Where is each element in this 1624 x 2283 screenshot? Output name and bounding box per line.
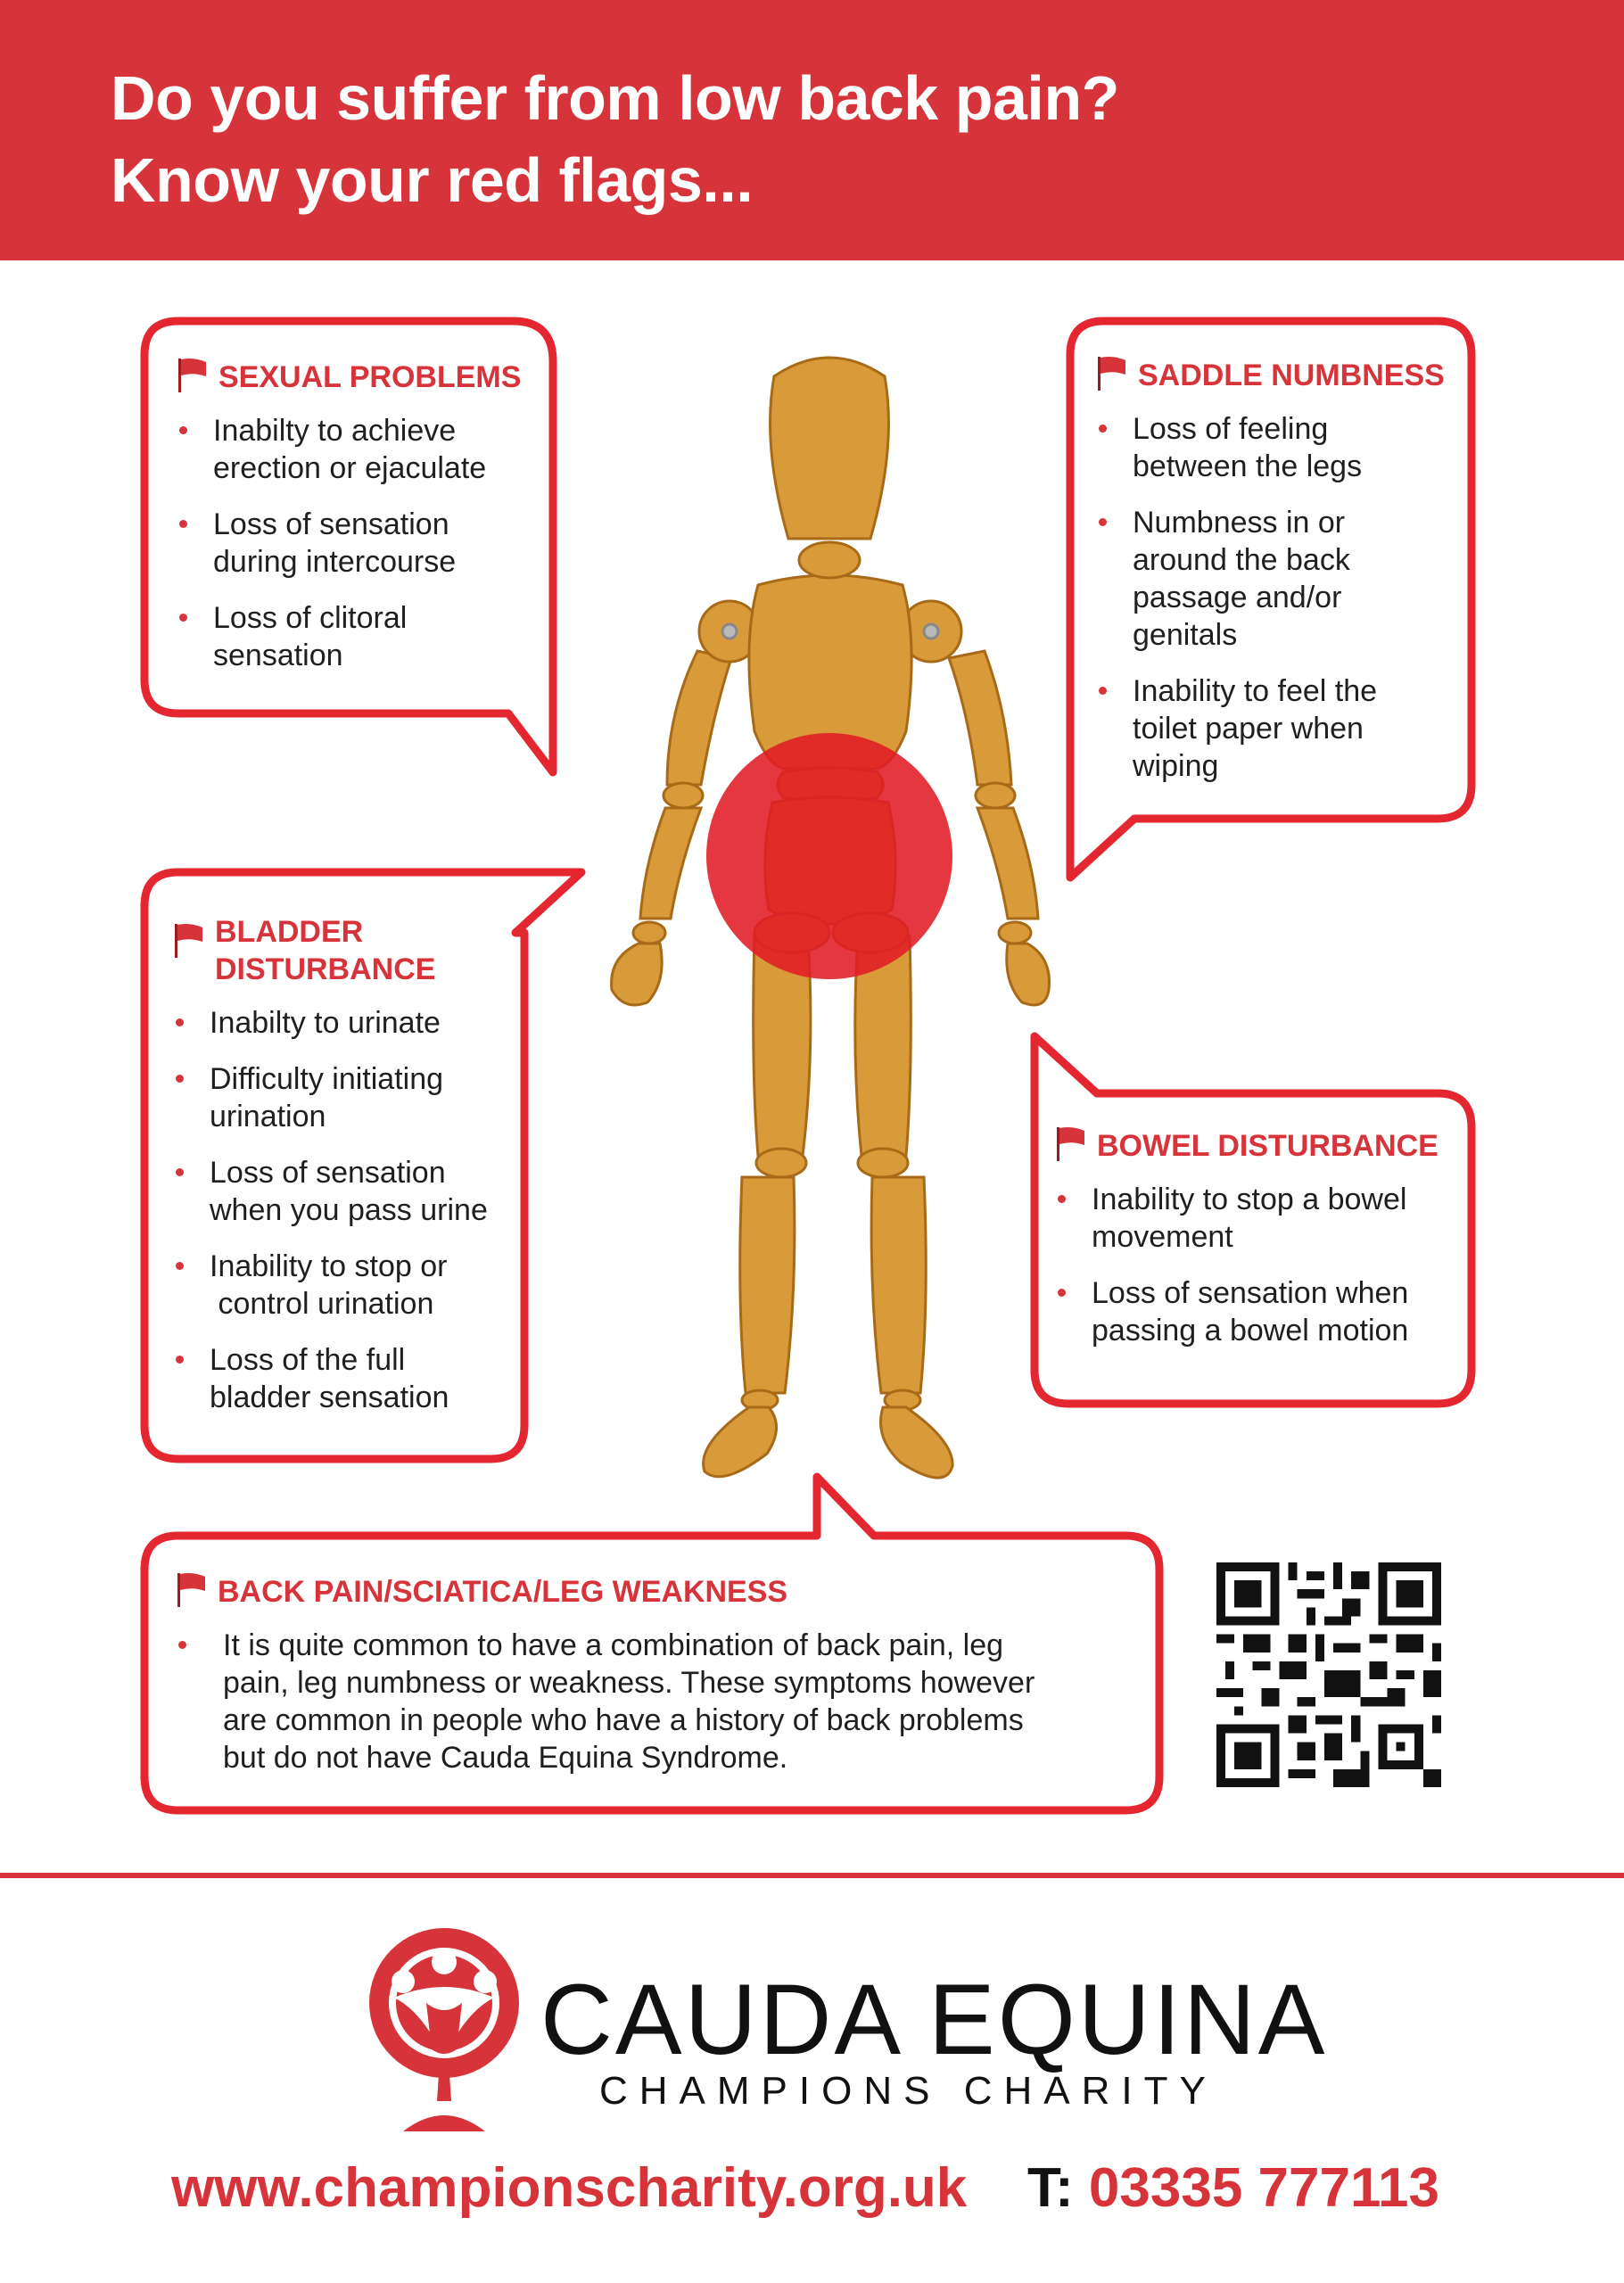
bowel-disturbance-box: [1054, 1127, 1464, 1368]
brand-subtitle: CHAMPIONS CHARITY: [599, 2069, 1217, 2113]
red-flag-icon: [172, 922, 204, 960]
list-item: Inability to stop a bowel movement: [1054, 1181, 1464, 1256]
saddle-numbness-box: [1095, 357, 1470, 804]
red-flag-icon: [175, 1571, 207, 1609]
list-item: Difficulty initiating urination: [172, 1060, 524, 1135]
bladder-title-line-2: DISTURBANCE: [215, 952, 436, 986]
list-item: Inability to stop or control urination: [172, 1248, 524, 1323]
red-flag-icon: [1054, 1125, 1086, 1163]
sexual-problems-title: SEXUAL PROBLEMS: [218, 360, 522, 394]
charity-logo-icon: [367, 1924, 528, 2147]
back-pain-title: BACK PAIN/SCIATICA/LEG WEAKNESS: [218, 1575, 788, 1609]
brand-name: CAUDA EQUINA: [540, 1964, 1328, 2075]
phone-number[interactable]: [1027, 2156, 1439, 2220]
phone-label: T:: [1027, 2157, 1074, 2219]
red-flag-icon: [1095, 355, 1127, 392]
qr-code: [1215, 1562, 1443, 1787]
back-pain-box: [175, 1573, 1147, 1795]
website-link[interactable]: www.championscharity.org.uk: [171, 2157, 968, 2219]
saddle-numbness-title: SADDLE NUMBNESS: [1138, 359, 1445, 392]
bladder-title-line-1: BLADDER: [215, 915, 364, 949]
bowel-disturbance-title: BOWEL DISTURBANCE: [1097, 1129, 1439, 1163]
list-item: Loss of the full bladder sensation: [172, 1341, 524, 1416]
list-item: It is quite common to have a combination of back pain, leg pain, leg numbness or weakness. These symptoms however are common in people who have a history of back problems but do not have Cauda Equina Syndrome.: [175, 1627, 1147, 1776]
list-item: Numbness in or around the back passage and/or genitals: [1095, 504, 1470, 654]
list-item: Inability to feel the toilet paper when wiping: [1095, 672, 1470, 785]
pain-area-circle: [706, 733, 952, 979]
phone-digits[interactable]: 03335 777113: [1088, 2157, 1439, 2219]
sexual-problems-box: [176, 359, 541, 693]
headline-line-1: Do you suffer from low back pain?: [111, 63, 1119, 133]
list-item: Loss of sensation during intercourse: [176, 506, 541, 581]
list-item: Loss of feeling between the legs: [1095, 410, 1470, 485]
footer-divider: [0, 1873, 1624, 1878]
bladder-disturbance-box: [172, 913, 524, 1435]
list-item: Inabilty to achieve erection or ejaculate: [176, 412, 541, 487]
list-item: Loss of sensation when passing a bowel motion: [1054, 1274, 1464, 1349]
red-flag-icon: [176, 357, 208, 394]
list-item: Loss of sensation when you pass urine: [172, 1154, 524, 1229]
headline-line-2: Know your red flags...: [111, 145, 754, 215]
list-item: Inabilty to urinate: [172, 1004, 524, 1042]
list-item: Loss of clitoral sensation: [176, 599, 541, 674]
